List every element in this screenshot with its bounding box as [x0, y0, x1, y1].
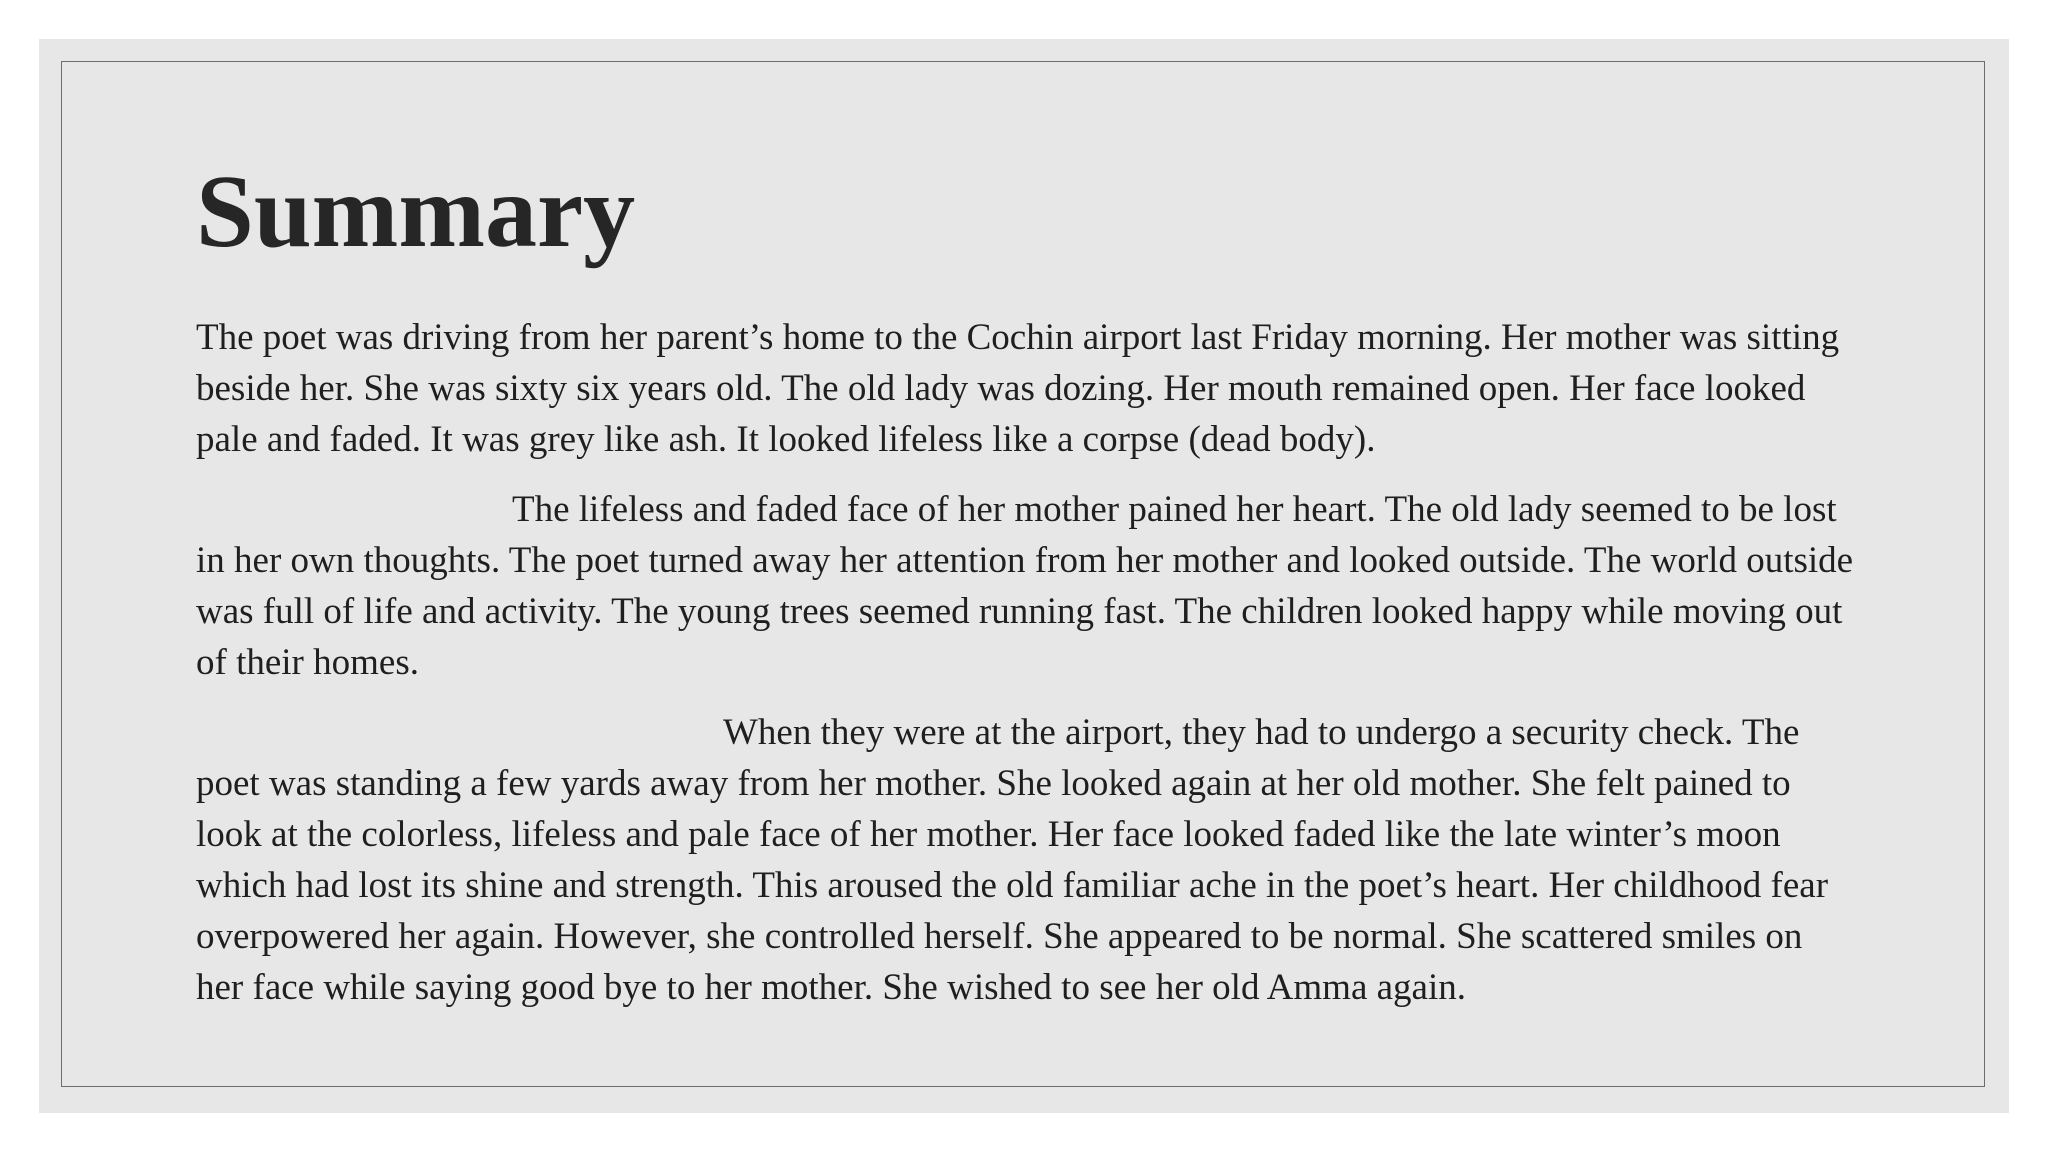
paragraph-2: The lifeless and faded face of her mother pained her heart. The old lady seemed to be lost in her own thoughts. The poet turned away her attention from her mother and looked outside. The world outside was full of life and activity. The young trees seemed running fast. The children looked happy while moving out of their homes. [196, 489, 1854, 683]
paragraph-1: The poet was driving from her parent’s home to the Cochin airport last Friday morning. Her mother was sitting beside her. She was sixty six years old. The old lady was dozing. Her mouth remained open. Her face looked pale and faded. It was grey like ash. It looked lifeless like a corpse (dead body). [196, 317, 1840, 460]
summary-body [196, 312, 1856, 1013]
page-title: Summary [196, 154, 636, 269]
paragraph-3: When they were at the airport, they had to undergo a security check. The poet was standing a few yards away from her mother. She looked again at her old mother. She felt pained to look at the colorless, lifeless and pale face of her mother. Her face looked faded like the late winter’s moon which had lost its shine and strength. This aroused the old familiar ache in the poet’s heart. Her childhood fear overpowered her again. However, she controlled herself. She appeared to be normal. She scattered smiles on her face while saying good bye to her mother. She wished to see her old Amma again. [196, 712, 1829, 1008]
